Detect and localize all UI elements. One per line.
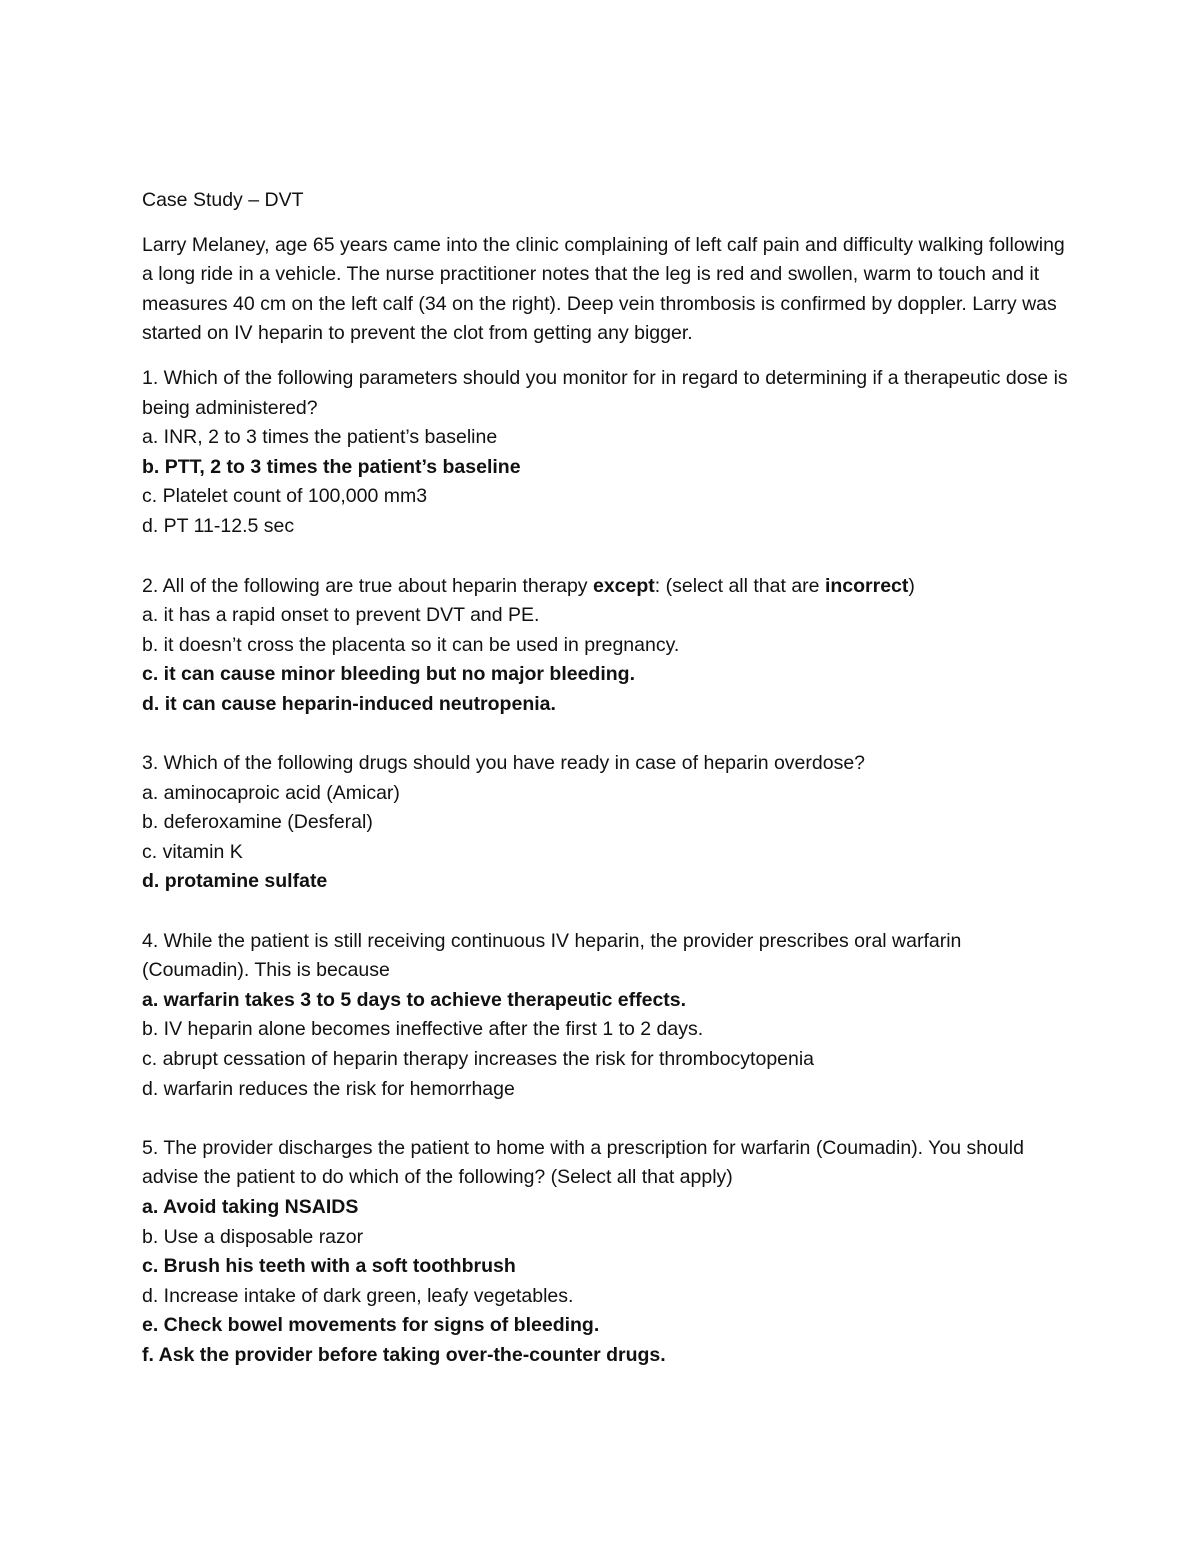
answer-option: b. IV heparin alone becomes ineffective after the first 1 to 2 days. — [142, 1018, 704, 1041]
stem-text: 2. All of the following are true about heparin therapy — [142, 574, 593, 597]
answer-option: a. Avoid taking NSAIDS — [142, 1196, 359, 1218]
answer-option: e. Check bowel movements for signs of bleeding. — [142, 1314, 600, 1337]
question-2 — [142, 572, 1072, 720]
answer-option: c. it can cause minor bleeding but no major bleeding. — [142, 663, 635, 686]
answer-option: c. vitamin K — [142, 840, 243, 863]
question-stem — [142, 572, 1072, 602]
answer-option: b. PTT, 2 to 3 times the patient’s baseline — [142, 455, 521, 478]
case-intro-paragraph: Larry Melaney, age 65 years came into the clinic complaining of left calf pain and difficulty walking following a long ride in a vehicle. The nurse practitioner notes that the leg is red and swollen, warm to touch and it measures 40 cm on the left calf (34 on the right). Deep vein thrombosis is confirmed by doppler. Larry was started on IV heparin to prevent the clot from getting any bigger. — [142, 233, 1065, 345]
answer-option: a. aminocaproic acid (Amicar) — [142, 781, 400, 804]
answer-option: d. Increase intake of dark green, leafy vegetables. — [142, 1284, 574, 1307]
stem-emphasis: except — [592, 574, 655, 597]
answer-option: b. deferoxamine (Desferal) — [142, 811, 373, 834]
answer-option: b. Use a disposable razor — [142, 1225, 364, 1248]
answer-option: c. Brush his teeth with a soft toothbrush — [142, 1255, 516, 1278]
answer-option: a. it has a rapid onset to prevent DVT and PE. — [142, 604, 540, 627]
question-1 — [142, 364, 1072, 542]
question-list — [142, 364, 1072, 1371]
question-stem: 1. Which of the following parameters should you monitor for in regard to determining if a therapeutic dose is being administered? — [142, 366, 1068, 419]
question-stem: 4. While the patient is still receiving continuous IV heparin, the provider prescribes oral warfarin (Coumadin). This is because — [142, 929, 962, 982]
question-3 — [142, 749, 1072, 897]
answer-option: d. PT 11-12.5 sec — [142, 514, 295, 537]
stem-text: ) — [908, 574, 915, 597]
document-title: Case Study – DVT — [142, 189, 304, 211]
answer-option: a. warfarin takes 3 to 5 days to achieve therapeutic effects. — [142, 988, 687, 1011]
answer-option: d. warfarin reduces the risk for hemorrhage — [142, 1077, 515, 1100]
question-stem: 5. The provider discharges the patient to home with a prescription for warfarin (Coumadin). You should advise the patient to do which of the following? (Select all that apply) — [142, 1136, 1024, 1189]
answer-option: d. it can cause heparin-induced neutropenia. — [142, 692, 556, 715]
answer-option: c. abrupt cessation of heparin therapy increases the risk for thrombocytopenia — [142, 1048, 815, 1071]
answer-option: a. INR, 2 to 3 times the patient’s baseline — [142, 426, 498, 449]
stem-text: : (select all that are — [654, 574, 825, 597]
question-stem: 3. Which of the following drugs should you have ready in case of heparin overdose? — [142, 752, 866, 775]
answer-option: c. Platelet count of 100,000 mm3 — [142, 485, 428, 508]
answer-option: d. protamine sulfate — [142, 870, 328, 893]
question-4 — [142, 927, 1072, 1105]
answer-option: f. Ask the provider before taking over-the-counter drugs. — [142, 1343, 666, 1366]
stem-emphasis: incorrect — [824, 574, 909, 597]
question-5 — [142, 1134, 1072, 1371]
document-page — [142, 186, 1072, 1371]
answer-option: b. it doesn’t cross the placenta so it can be used in pregnancy. — [142, 633, 680, 656]
